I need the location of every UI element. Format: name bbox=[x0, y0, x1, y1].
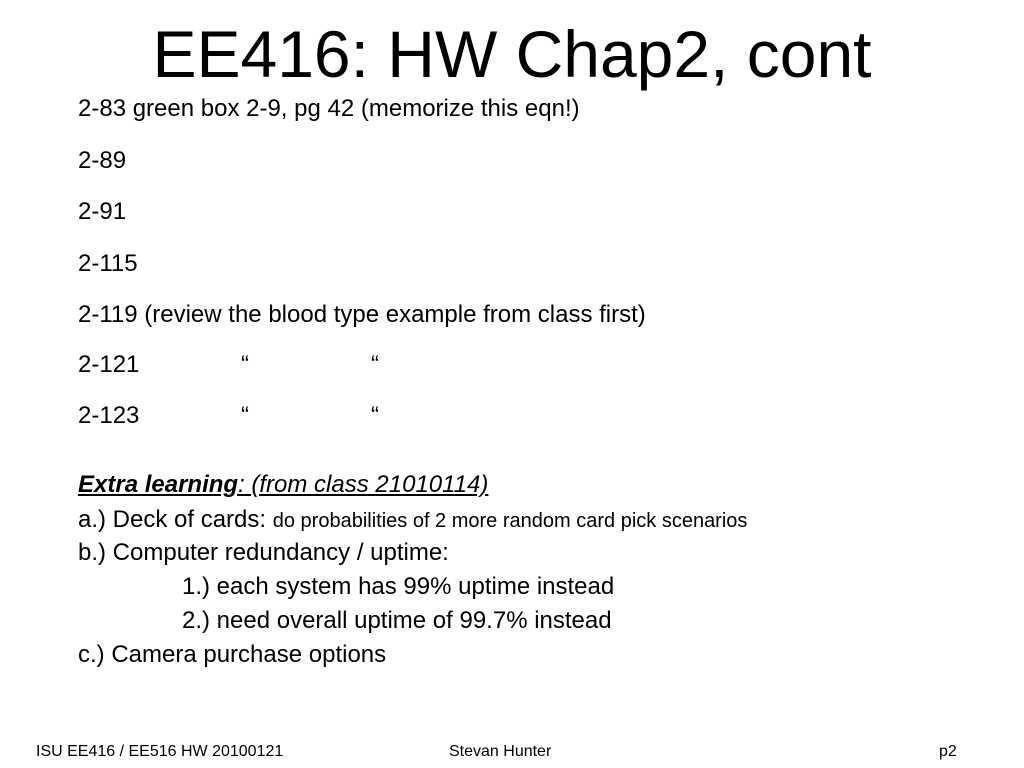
extra-item-detail: do probabilities of 2 more random card pick scenarios bbox=[272, 510, 748, 532]
ditto-mark: “ bbox=[241, 402, 249, 429]
homework-item bbox=[78, 300, 646, 330]
extra-item-b bbox=[78, 538, 449, 568]
ditto-mark: “ bbox=[371, 351, 379, 378]
homework-problem: 2-121 bbox=[78, 351, 140, 378]
homework-problem: 2-115 bbox=[78, 250, 138, 277]
extra-subitem bbox=[182, 606, 612, 636]
homework-problem: 2-119 (review the blood type example from class first) bbox=[78, 301, 646, 328]
extra-learning-heading bbox=[78, 470, 488, 500]
extra-item-a bbox=[78, 505, 747, 536]
homework-item bbox=[78, 350, 379, 380]
homework-problem: 2-89 bbox=[78, 147, 127, 174]
slide-title: EE416: HW Chap2, cont bbox=[152, 17, 872, 91]
homework-problem: 2-83 green box 2-9, pg 42 (memorize this eqn!) bbox=[78, 95, 580, 122]
extra-subitem bbox=[182, 572, 614, 602]
footer-author: Stevan Hunter bbox=[449, 743, 552, 760]
extra-item-label: a.) Deck of cards: bbox=[78, 506, 267, 533]
extra-subitem-text: 1.) each system has 99% uptime instead bbox=[182, 573, 615, 600]
extra-learning-source: : (from class 21010114) bbox=[238, 471, 489, 498]
ditto-mark: “ bbox=[241, 351, 249, 378]
extra-item-c bbox=[78, 640, 386, 670]
homework-item bbox=[78, 197, 126, 227]
footer-course: ISU EE416 / EE516 HW 20100121 bbox=[36, 743, 284, 760]
extra-item-label: b.) Computer redundancy / uptime: bbox=[78, 539, 449, 566]
homework-problem: 2-91 bbox=[78, 198, 127, 225]
extra-learning-label: Extra learning bbox=[78, 471, 239, 498]
homework-item bbox=[78, 401, 379, 431]
homework-item bbox=[78, 249, 138, 279]
extra-subitem-text: 2.) need overall uptime of 99.7% instead bbox=[182, 607, 612, 634]
homework-item bbox=[78, 94, 580, 124]
footer-page-number: p2 bbox=[939, 743, 957, 760]
homework-problem: 2-123 bbox=[78, 402, 140, 429]
extra-item-label: c.) Camera purchase options bbox=[78, 641, 387, 668]
ditto-mark: “ bbox=[371, 402, 379, 429]
homework-item bbox=[78, 146, 126, 176]
